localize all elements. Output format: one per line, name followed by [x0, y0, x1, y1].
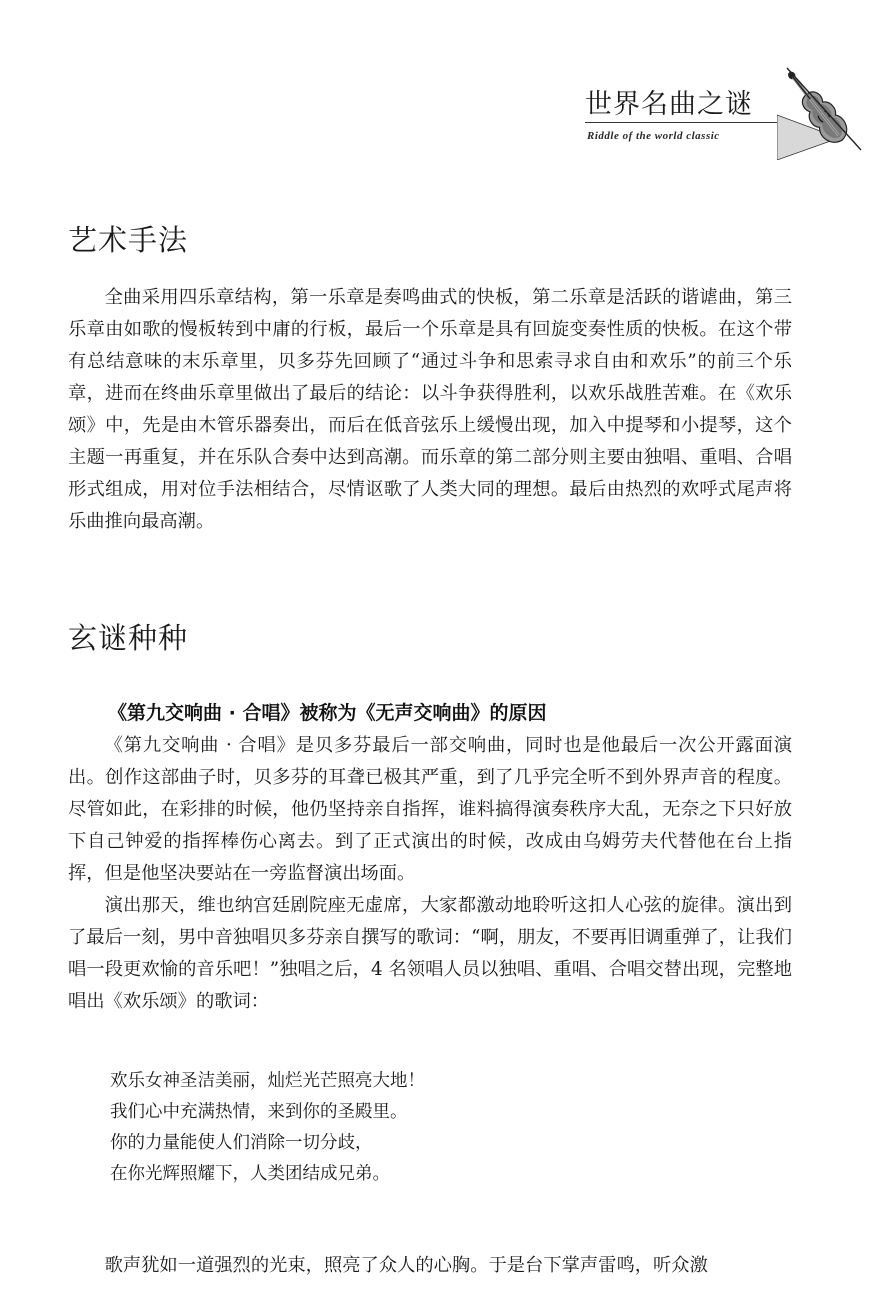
- section-heading-art-technique: 艺术手法: [68, 223, 189, 257]
- lyric-line: 你的力量能使人们消除一切分歧，: [110, 1133, 373, 1153]
- header-rule: [585, 122, 790, 123]
- section-heading-mysteries: 玄谜种种: [68, 621, 189, 655]
- subheading: 《第九交响曲 · 合唱》被称为《无声交响曲》的原因: [108, 702, 547, 724]
- body-paragraph: 《第九交响曲 · 合唱》是贝多芬最后一部交响曲，同时也是他最后一次公开露面演出。创作这部曲子时，贝多芬的耳聋已极其严重，到了几乎完全听不到外界声音的程度。尽管如此，在彩排的时候，他仍坚持亲自指挥，谁料搞得演奏秩序大乱，无奈之下只好放下自己钟爱的指挥棒伤心离去。到了正式演出的时候，改成由乌姆劳夫代替他在台上指挥，但是他坚决要站在一旁监督演出场面。: [68, 735, 792, 884]
- lyric-line: 我们心中充满热情，来到你的圣殿里。: [110, 1102, 408, 1122]
- header-subtitle: Riddle of the world classic: [587, 130, 720, 142]
- page-header: [585, 60, 865, 170]
- body-paragraph: 歌声犹如一道强烈的光束，照亮了众人的心胸。于是台下掌声雷鸣，听众激: [104, 1255, 708, 1276]
- lyric-line: 欢乐女神圣洁美丽，灿烂光芒照亮大地！: [110, 1071, 425, 1091]
- lyric-line: 在你光辉照耀下，人类团结成兄弟。: [110, 1164, 390, 1184]
- lyrics-block: [110, 1066, 425, 1190]
- violin-icon: [777, 60, 865, 160]
- body-paragraph: 演出那天，维也纳宫廷剧院座无虚席，大家都激动地聆听这扣人心弦的旋律。演出到了最后一刻，男中音独唱贝多芬亲自撰写的歌词：“啊，朋友，不要再旧调重弹了，让我们唱一段更欢愉的音乐吧！”独唱之后，4 名领唱人员以独唱、重唱、合唱交替出现，完整地唱出《欢乐颂》的歌词：: [68, 895, 792, 1012]
- body-paragraph: 全曲采用四乐章结构，第一乐章是奏鸣曲式的快板，第二乐章是活跃的谐谑曲，第三乐章由如歌的慢板转到中庸的行板，最后一个乐章是具有回旋变奏性质的快板。在这个带有总结意味的末乐章里，贝多芬先回顾了“通过斗争和思索寻求自由和欢乐”的前三个乐章，进而在终曲乐章里做出了最后的结论：以斗争获得胜利，以欢乐战胜苦难。在《欢乐颂》中，先是由木管乐器奏出，而后在低音弦乐上缓慢出现，加入中提琴和小提琴，这个主题一再重复，并在乐队合奏中达到高潮。而乐章的第二部分则主要由独唱、重唱、合唱形式组成，用对位手法相结合，尽情讴歌了人类大同的理想。最后由热烈的欢呼式尾声将乐曲推向最高潮。: [68, 287, 792, 532]
- header-title: 世界名曲之谜: [585, 89, 753, 120]
